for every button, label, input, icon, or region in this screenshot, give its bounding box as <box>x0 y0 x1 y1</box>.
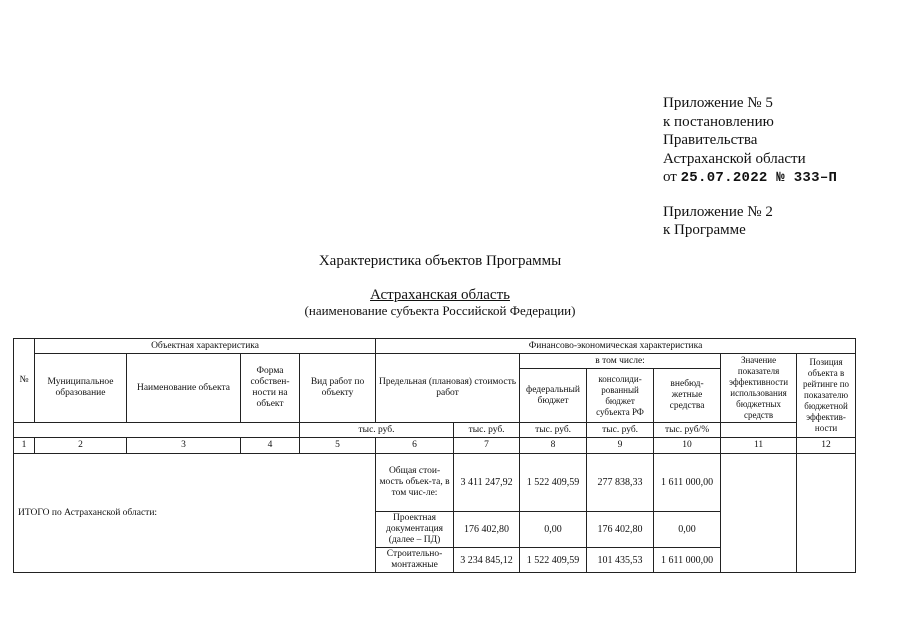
header-rating: Позиция объекта в рейтинге по показателю бюджетной эффектив-ности <box>797 354 856 438</box>
column-index: 10 <box>654 438 721 454</box>
region-name: Астраханская область <box>370 287 510 303</box>
offbudget-value: 1 611 000,00 <box>654 454 721 512</box>
unit-offbudget: тыс. руб. <box>587 423 654 438</box>
header-efficiency: Значение показателя эффективности использования бюджетных средств <box>721 354 797 423</box>
unit-cost: тыс. руб. <box>300 423 454 438</box>
appendix-line: к Программе <box>663 222 746 238</box>
header-max-cost: Предельная (плановая) стоимость работ <box>376 354 520 423</box>
header-ownership: Форма собствен-ности на объект <box>241 354 300 423</box>
column-index: 3 <box>127 438 241 454</box>
federal-value: 0,00 <box>520 512 587 548</box>
cost-value: 176 402,80 <box>454 512 520 548</box>
federal-value: 1 522 409,59 <box>520 548 587 573</box>
header-object-name: Наименование объекта <box>127 354 241 423</box>
row-label: Строительно-монтажные <box>376 548 454 573</box>
table-row <box>14 454 856 512</box>
unit-consolidated: тыс. руб. <box>520 423 587 438</box>
header-no: № <box>14 339 35 423</box>
date-prefix: от <box>663 169 677 185</box>
appendix-line: к постановлению <box>663 113 774 130</box>
column-index: 2 <box>35 438 127 454</box>
column-index: 1 <box>14 438 35 454</box>
column-index: 8 <box>520 438 587 454</box>
appendix-line: Астраханской области <box>663 150 806 167</box>
header-federal: федеральный бюджет <box>520 369 587 423</box>
unit-efficiency: тыс. руб/% <box>654 423 721 438</box>
column-index: 9 <box>587 438 654 454</box>
column-index: 4 <box>241 438 300 454</box>
column-index: 12 <box>797 438 856 454</box>
group-object: Объектная характеристика <box>35 339 376 354</box>
column-index: 6 <box>376 438 454 454</box>
consolidated-value: 101 435,53 <box>587 548 654 573</box>
header-consolidated: консолиди-рованный бюджет субъекта РФ <box>587 369 654 423</box>
consolidated-value: 176 402,80 <box>587 512 654 548</box>
cost-value: 3 234 845,12 <box>454 548 520 573</box>
column-index: 11 <box>721 438 797 454</box>
objects-table <box>13 338 856 573</box>
offbudget-value: 1 611 000,00 <box>654 548 721 573</box>
cost-value: 3 411 247,92 <box>454 454 520 512</box>
header-municipality: Муниципальное образование <box>35 354 127 423</box>
row-label: Проектная документация (далее – ПД) <box>376 512 454 548</box>
total-label: ИТОГО по Астраханской области: <box>14 454 376 573</box>
federal-value: 1 522 409,59 <box>520 454 587 512</box>
region-caption: (наименование субъекта Российской Федерации) <box>304 303 576 318</box>
column-index: 7 <box>454 438 520 454</box>
header-work-type: Вид работ по объекту <box>300 354 376 423</box>
offbudget-value: 0,00 <box>654 512 721 548</box>
rating-value <box>797 454 856 573</box>
unit-federal: тыс. руб. <box>454 423 520 438</box>
header-offbudget: внебюд-жетные средства <box>654 369 721 423</box>
date-stamp: 25.07.2022 № 333–П <box>680 170 838 186</box>
appendix-line: Правительства <box>663 132 758 148</box>
consolidated-value: 277 838,33 <box>587 454 654 512</box>
row-label: Общая стои-мость объек-та, в том чис-ле: <box>376 454 454 512</box>
appendix-line: Приложение № 2 <box>663 203 773 220</box>
document-title: Характеристика объектов Программы <box>318 253 562 269</box>
blank-unit-cell <box>14 423 300 438</box>
header-including: в том числе: <box>520 354 721 369</box>
appendix-line: Приложение № 5 <box>663 95 773 111</box>
column-index: 5 <box>300 438 376 454</box>
efficiency-value <box>721 454 797 573</box>
group-finance: Финансово-экономическая характеристика <box>376 339 856 354</box>
